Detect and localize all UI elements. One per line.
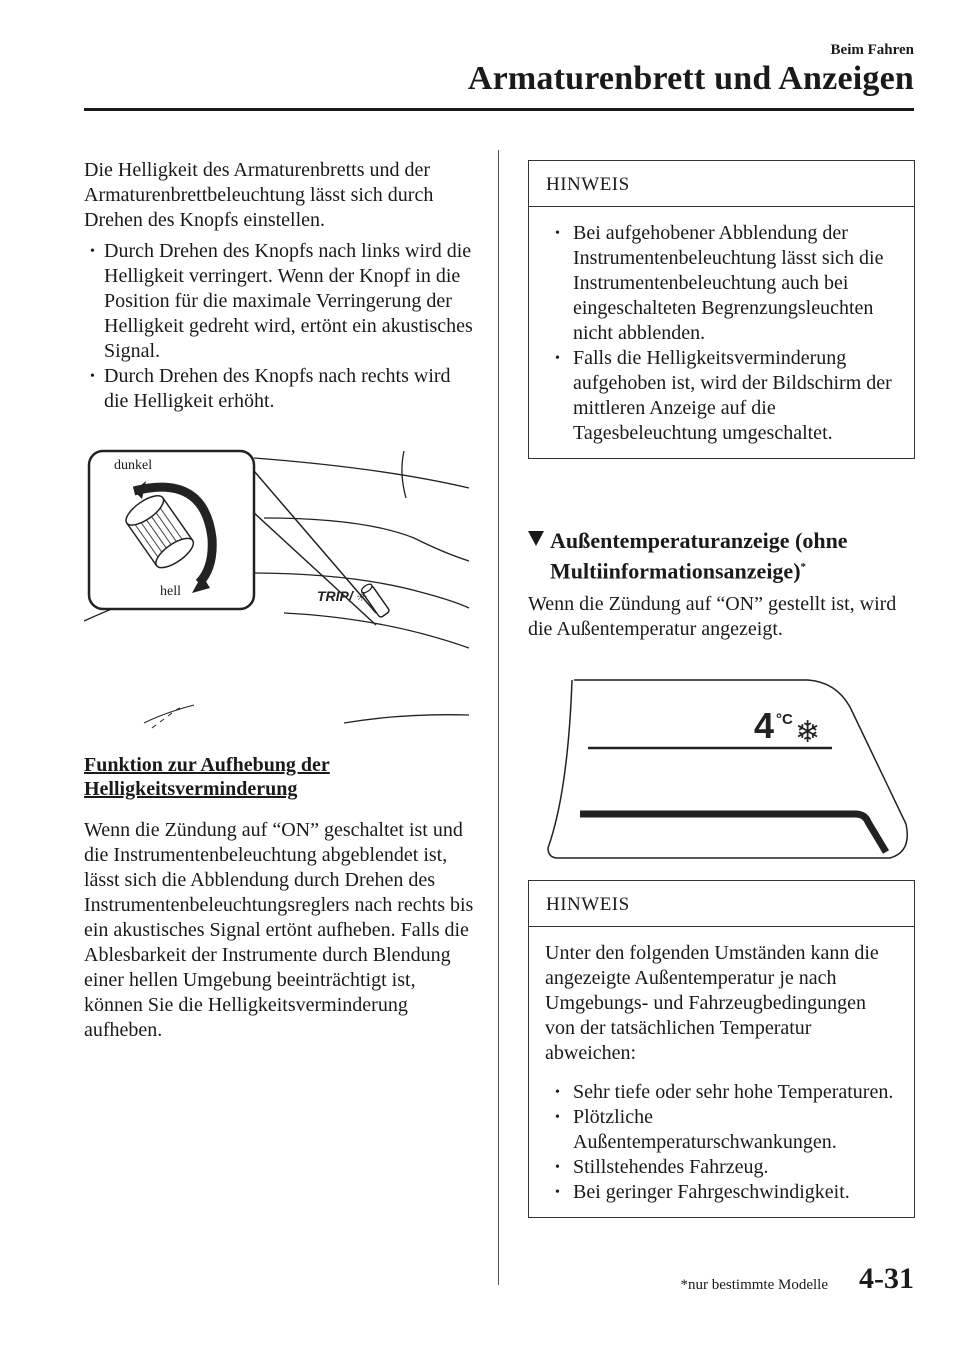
note-item: • Falls die Helligkeitsverminderung aufgehoben ist, wird der Bildschirm der mittleren Anzeige auf die Tagesbeleuchtung umgeschaltet.: [545, 346, 898, 446]
note-item: • Bei aufgehobener Abblendung der Instrumentenbeleuchtung lässt sich die Instrumentenbeleuchtung auch bei eingeschalteten Begrenzungsleuchten nicht abblenden.: [545, 221, 898, 346]
note-list: [545, 221, 898, 446]
note-title: HINWEIS: [529, 881, 914, 927]
note-item: • Plötzliche Außentemperaturschwankungen.: [545, 1105, 898, 1155]
intro-paragraph: Die Helligkeit des Armaturenbretts und der Armaturenbrettbeleuchtung lässt sich durch Drehen des Knopfs einstellen.: [84, 159, 434, 231]
brightness-bullets: [84, 239, 479, 414]
note-intro: Unter den folgenden Umständen kann die angezeigte Außentemperatur je nach Umgebungs- und Fahrzeugbedingungen von der tatsächlichen Temperatur abweichen:: [545, 942, 879, 1064]
bullet-item: • Durch Drehen des Knopfs nach links wird die Helligkeit verringert. Wenn der Knopf in die Position für die maximale Verringerung der Helligkeit gedreht wird, ertönt ein akustisches Signal.: [84, 239, 479, 364]
footnote-marker: *: [800, 561, 807, 573]
illumination-icon: ☼: [356, 590, 368, 605]
bullet-item: • Durch Drehen des Knopfs nach rechts wird die Helligkeit erhöht.: [84, 364, 479, 414]
left-column: [84, 158, 479, 414]
subheading-dimming-cancel: Funktion zur Aufhebung der Helligkeitsverminderung: [84, 754, 330, 800]
section-heading-outside-temp: Außentemperaturanzeige (ohne Multiinformationsanzeige)*: [528, 528, 913, 584]
label-hell: hell: [160, 584, 181, 599]
outside-temperature-display-illustration: [540, 672, 910, 864]
note-item: • Bei geringer Fahrgeschwindigkeit.: [545, 1180, 898, 1205]
dimming-cancel-paragraph: Wenn die Zündung auf “ON” geschaltet ist und die Instrumentenbeleuchtung abgeblendet ist, lässt sich die Abblendung durch Drehen des Instrumentenbeleuchtungsreglers nach rechts bis ein akustisches Signal ertönt aufheben. Falls die Ablesbarkeit der Instrumente durch Blendung einer hellen Umgebung beeinträchtigt ist, können Sie die Helligkeitsverminderung aufheben.: [84, 819, 474, 1041]
page-title: Armaturenbrett und Anzeigen: [467, 60, 914, 97]
dimmer-knob-illustration: [84, 443, 474, 733]
snowflake-icon: ❄: [795, 715, 821, 750]
note-box-1: [528, 160, 915, 459]
header-rule: [84, 108, 914, 111]
note-title: HINWEIS: [529, 161, 914, 207]
outside-temp-paragraph: Wenn die Zündung auf “ON” gestellt ist, wird die Außentemperatur angezeigt.: [528, 593, 897, 640]
column-divider: [498, 150, 499, 1285]
temperature-value: 4: [754, 705, 775, 746]
footnote: *nur bestimmte Modelle: [680, 1277, 828, 1293]
header-section-label: Beim Fahren: [830, 42, 914, 58]
note-box-2: [528, 880, 915, 1218]
label-dunkel: dunkel: [114, 458, 153, 473]
note-item: • Sehr tiefe oder sehr hohe Temperaturen.: [545, 1080, 898, 1105]
triangle-marker-icon: [528, 531, 544, 546]
page-number: 4-31: [859, 1262, 914, 1295]
note-item: • Stillstehendes Fahrzeug.: [545, 1155, 898, 1180]
trip-label: TRIP/: [317, 588, 353, 604]
temperature-unit: °C: [776, 711, 793, 728]
note-list: [545, 1080, 898, 1205]
